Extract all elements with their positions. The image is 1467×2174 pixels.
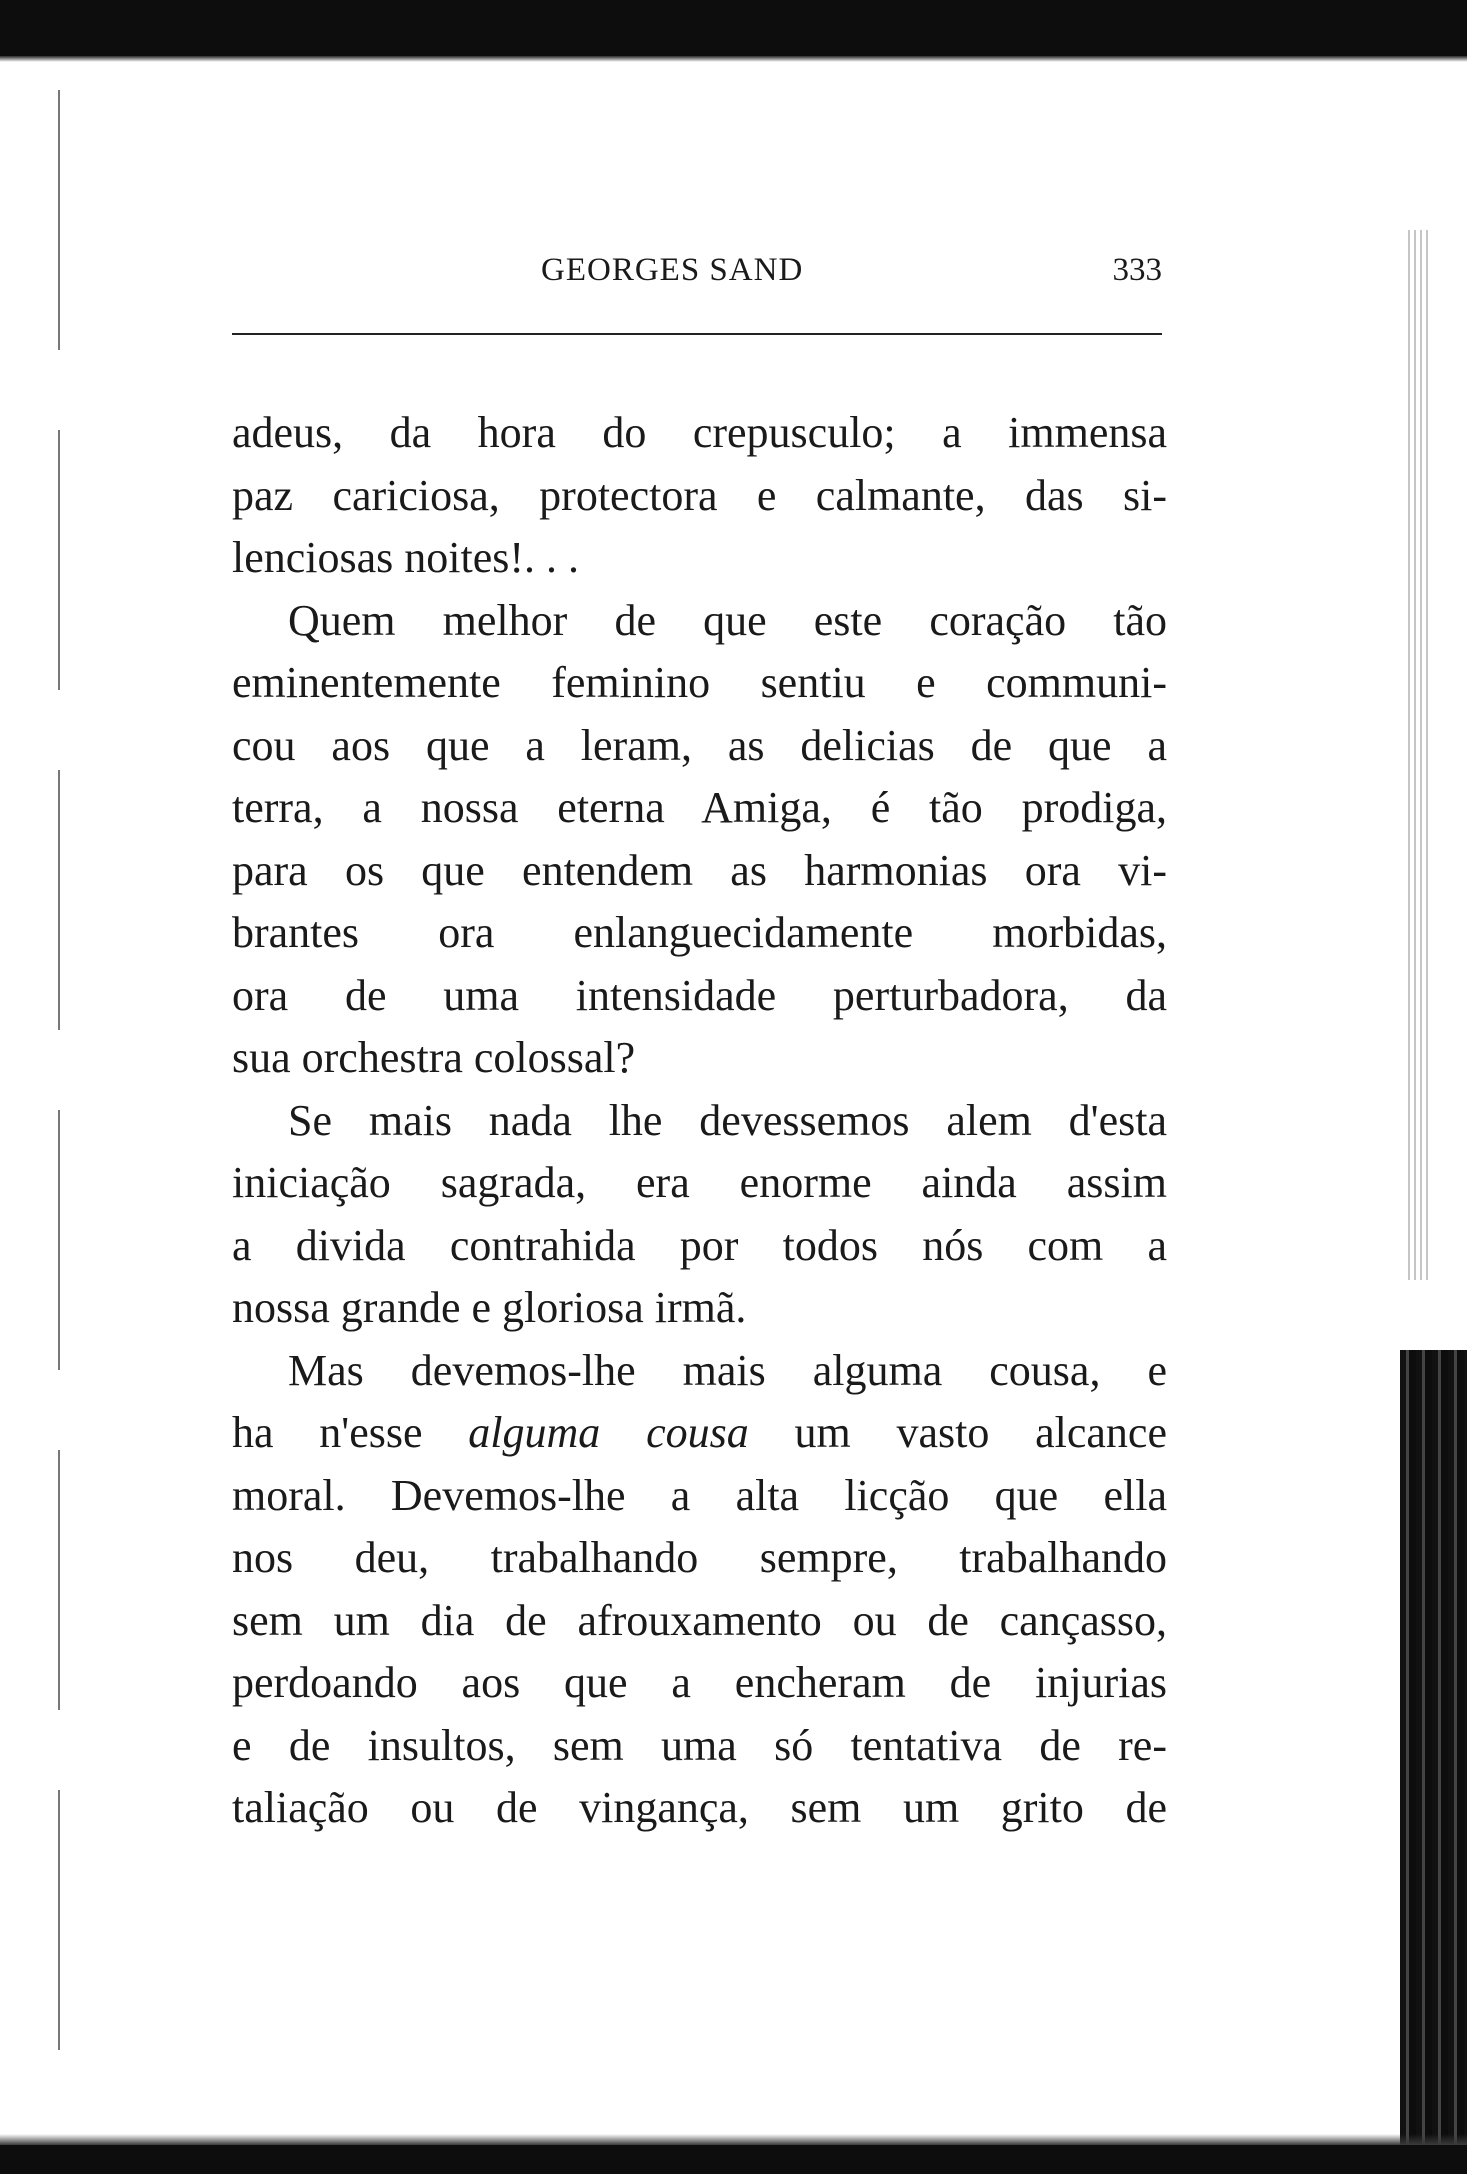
text-line: nos deu, trabalhando sempre, trabalhando	[232, 1533, 1167, 1582]
text-line: taliação ou de vingança, sem um grito de	[232, 1783, 1167, 1832]
scan-border-top	[0, 0, 1467, 56]
text-line: e de insultos, sem uma só tentativa de re-	[232, 1720, 1167, 1770]
text-line: adeus, da hora do crepusculo; a immensa	[232, 408, 1167, 457]
scan-border-bottom	[0, 2145, 1467, 2174]
text-line: perdoando aos que a encheram de injurias	[232, 1658, 1167, 1707]
text-line: lenciosas noites!. . .	[232, 533, 580, 582]
text-line: sua orchestra colossal?	[232, 1033, 636, 1082]
text-line: terra, a nossa eterna Amiga, é tão prodiga,	[232, 783, 1167, 832]
page-number: 333	[1112, 252, 1162, 288]
scan-edge-right-shadow	[1400, 1350, 1467, 2145]
text-line: Mas devemos-lhe mais alguma cousa, e	[288, 1345, 1167, 1395]
text-line: ora de uma intensidade perturbadora, da	[232, 970, 1167, 1020]
italic-emphasis: alguma cousa	[468, 1408, 749, 1457]
running-head	[232, 246, 1162, 294]
scan-edge-left	[58, 90, 60, 2070]
scan-edge-right-pages	[1408, 230, 1430, 1280]
scan-border-top-shadow	[0, 56, 1467, 62]
text-line: paz cariciosa, protectora e calmante, das si-	[232, 470, 1167, 520]
text-line: sem um dia de afrouxamento ou de cançasso,	[232, 1595, 1167, 1645]
text-line: iniciação sagrada, era enorme ainda assim	[232, 1158, 1167, 1207]
text-segment: um vasto alcance	[748, 1408, 1167, 1457]
text-line: Se mais nada lhe devessemos alem d'esta	[288, 1095, 1167, 1145]
text-line: Quem melhor de que este coração tão	[288, 595, 1167, 645]
scan-border-bottom-shadow	[0, 2134, 1467, 2145]
running-title: GEORGES SAND	[541, 252, 804, 288]
text-line: para os que entendem as harmonias ora vi-	[232, 845, 1167, 895]
text-line: nossa grande e gloriosa irmã.	[232, 1283, 747, 1332]
text-line: cou aos que a leram, as delicias de que a	[232, 720, 1167, 770]
header-rule	[232, 333, 1162, 335]
text-line-with-emphasis	[232, 1402, 1167, 1465]
body-text	[232, 402, 1167, 1840]
text-line: a divida contrahida por todos nós com a	[232, 1220, 1167, 1270]
text-line: eminentemente feminino sentiu e communi-	[232, 658, 1167, 707]
text-line: brantes ora enlanguecidamente morbidas,	[232, 908, 1167, 957]
text-segment: ha n'esse	[232, 1408, 469, 1457]
text-line: moral. Devemos-lhe a alta licção que ella	[232, 1470, 1167, 1520]
